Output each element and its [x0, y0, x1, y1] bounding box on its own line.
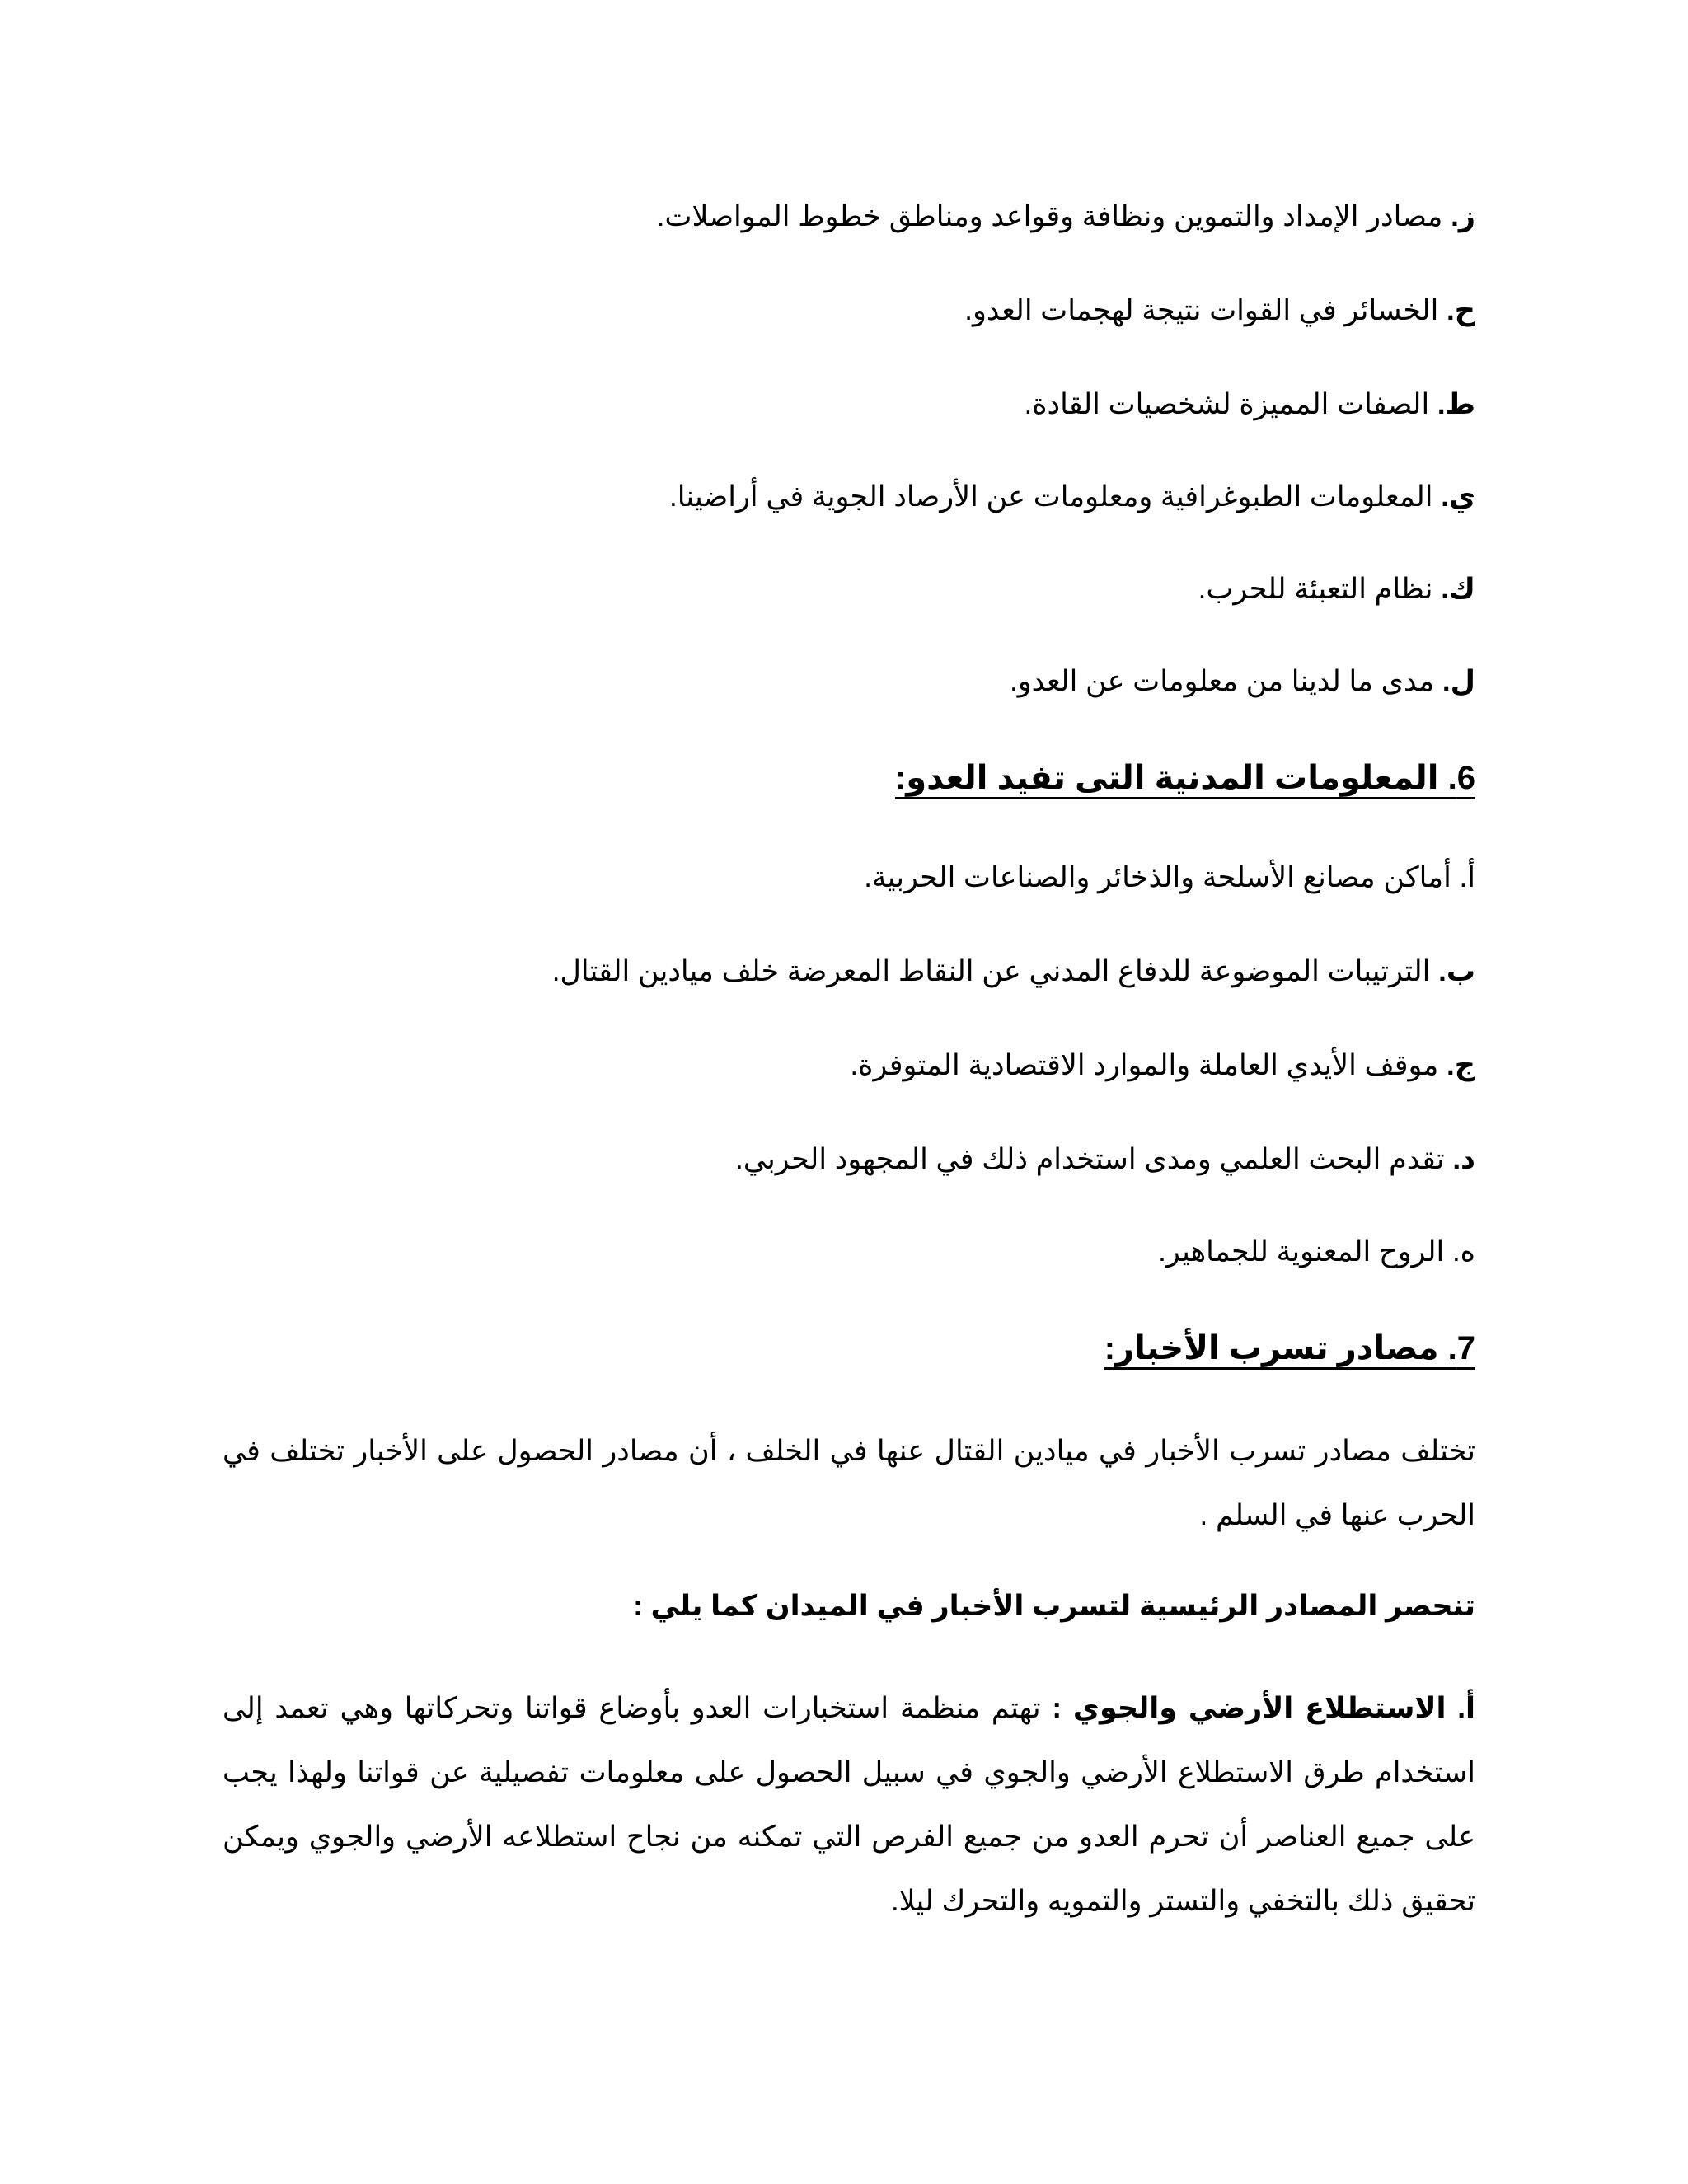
paragraph-text: تهتم منظمة استخبارات العدو بأوضاع قواتنا وتحركاتها وهي تعمد إلى استخدام طرق الاستطلاع الأرضي والجوي في سبيل الحصول على معلومات تفصيلية عن قواتنا ولهذا يجب على جميع العناصر أن تحرم العدو من جميع الفرص التي تمكنه من نجاح استطلاعه الأرضي والجوي ويمكن تحقيق ذلك بالتخفي والتستر والتمويه والتحرك ليلا.	[223, 1692, 1475, 1917]
section-heading: 7. مصادر تسرب الأخبار:	[1104, 1330, 1475, 1366]
item-text: مدى ما لدينا من معلومات عن العدو.	[1010, 665, 1442, 697]
paragraph	[223, 1676, 1475, 1933]
item-letter: ح.	[1447, 294, 1475, 326]
item-text: أماكن مصانع الأسلحة والذخائر والصناعات الحربية.	[864, 861, 1460, 893]
list-item	[223, 196, 1475, 237]
item-letter: ط.	[1437, 388, 1475, 420]
item-text: موقف الأيدي العاملة والموارد الاقتصادية المتوفرة.	[850, 1049, 1447, 1081]
item-letter: ه.	[1451, 1235, 1475, 1268]
subheading: تنحصر المصادر الرئيسية لتسرب الأخبار في الميدان كما يلي :	[633, 1590, 1475, 1622]
item-text: الترتيبات الموضوعة للدفاع المدني عن النقاط المعرضة خلف ميادين القتال.	[551, 955, 1439, 987]
list-item	[223, 1045, 1475, 1086]
item-text: الصفات المميزة لشخصيات القادة.	[1024, 388, 1437, 420]
list-item	[223, 476, 1475, 518]
item-letter: ج.	[1447, 1049, 1475, 1081]
item-letter: ب.	[1438, 955, 1475, 987]
paragraph-label: أ. الاستطلاع الأرضي والجوي :	[1052, 1692, 1475, 1724]
list-item	[223, 661, 1475, 702]
item-text: المعلومات الطبوغرافية ومعلومات عن الأرصاد الجوية في أراضينا.	[669, 480, 1442, 513]
item-letter: ي.	[1441, 480, 1475, 513]
list-item	[223, 290, 1475, 331]
list-item	[223, 384, 1475, 425]
item-letter: ز.	[1451, 200, 1475, 232]
paragraph: تختلف مصادر تسرب الأخبار في ميادين القتال عنها في الخلف ، أن مصادر الحصول على الأخبار تختلف في الحرب عنها في السلم .	[223, 1435, 1475, 1531]
item-text: مصادر الإمداد والتموين ونظافة وقواعد ومناطق خطوط المواصلات.	[656, 200, 1451, 232]
item-text: الخسائر في القوات نتيجة لهجمات العدو.	[964, 294, 1447, 326]
item-text: الروح المعنوية للجماهير.	[1158, 1235, 1452, 1268]
list-item	[223, 1139, 1475, 1180]
item-letter: د.	[1452, 1143, 1475, 1175]
item-letter: ك.	[1441, 573, 1475, 605]
item-text: تقدم البحث العلمي ومدى استخدام ذلك في المجهود الحربي.	[735, 1143, 1453, 1175]
list-item	[223, 569, 1475, 610]
item-text: نظام التعبئة للحرب.	[1198, 573, 1442, 605]
document-page	[223, 0, 1475, 2184]
section-heading: 6. المعلومات المدنية التى تفيد العدو:	[894, 760, 1475, 796]
list-item	[223, 857, 1475, 898]
item-letter: ل.	[1442, 665, 1475, 697]
list-item	[223, 1231, 1475, 1272]
list-item	[223, 951, 1475, 992]
item-letter: أ.	[1459, 861, 1475, 893]
